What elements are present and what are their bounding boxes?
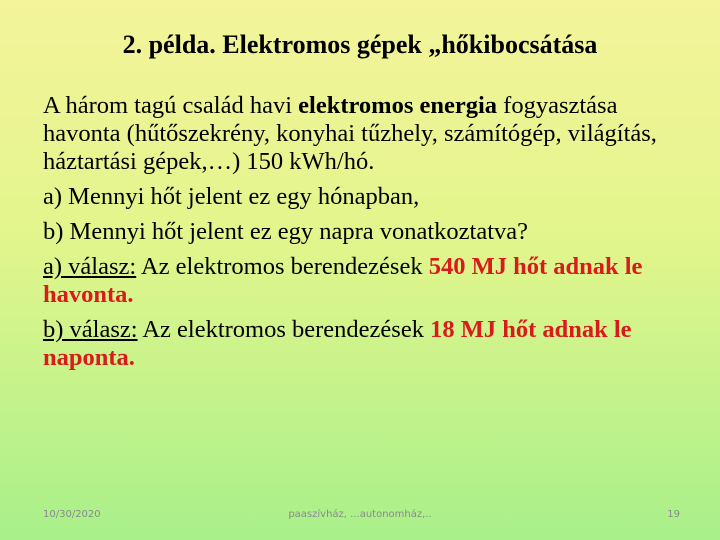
answer-b — [43, 316, 693, 372]
question-a: a) Mennyi hőt jelent ez egy hónapban, — [43, 183, 420, 210]
slide-content — [43, 92, 693, 379]
question-b: b) Mennyi hőt jelent ez egy napra vonatkoztatva? — [43, 218, 529, 245]
footer-center-text: paaszívház, ...autonomház,.. — [288, 509, 432, 520]
intro-text-start: A három tagú család havi — [43, 92, 299, 119]
footer-page-number: 19 — [667, 509, 680, 520]
intro-text-end: fogyasztása havonta (hűtőszekrény, konyhai tűzhely, számítógép, világítás, háztartási gépek,…) 150 kWh/hó. — [43, 92, 657, 175]
footer-date: 10/30/2020 — [43, 509, 101, 520]
answer-b-label: b) válasz: — [43, 316, 138, 343]
intro-text-bold: elektromos energia — [298, 92, 498, 119]
answer-a-highlight: 540 MJ hőt adnak le havonta. — [43, 253, 643, 308]
answer-a-label: a) válasz: — [43, 253, 137, 280]
slide-title: 2. példa. Elektromos gépek „hőkibocsátása — [122, 30, 598, 59]
answer-a-text: Az elektromos berendezések — [136, 253, 429, 280]
answer-b-text: Az elektromos berendezések — [137, 316, 431, 343]
intro-paragraph — [43, 92, 693, 176]
answer-a — [43, 253, 693, 309]
answer-b-highlight: 18 MJ hőt adnak le naponta. — [43, 316, 632, 371]
